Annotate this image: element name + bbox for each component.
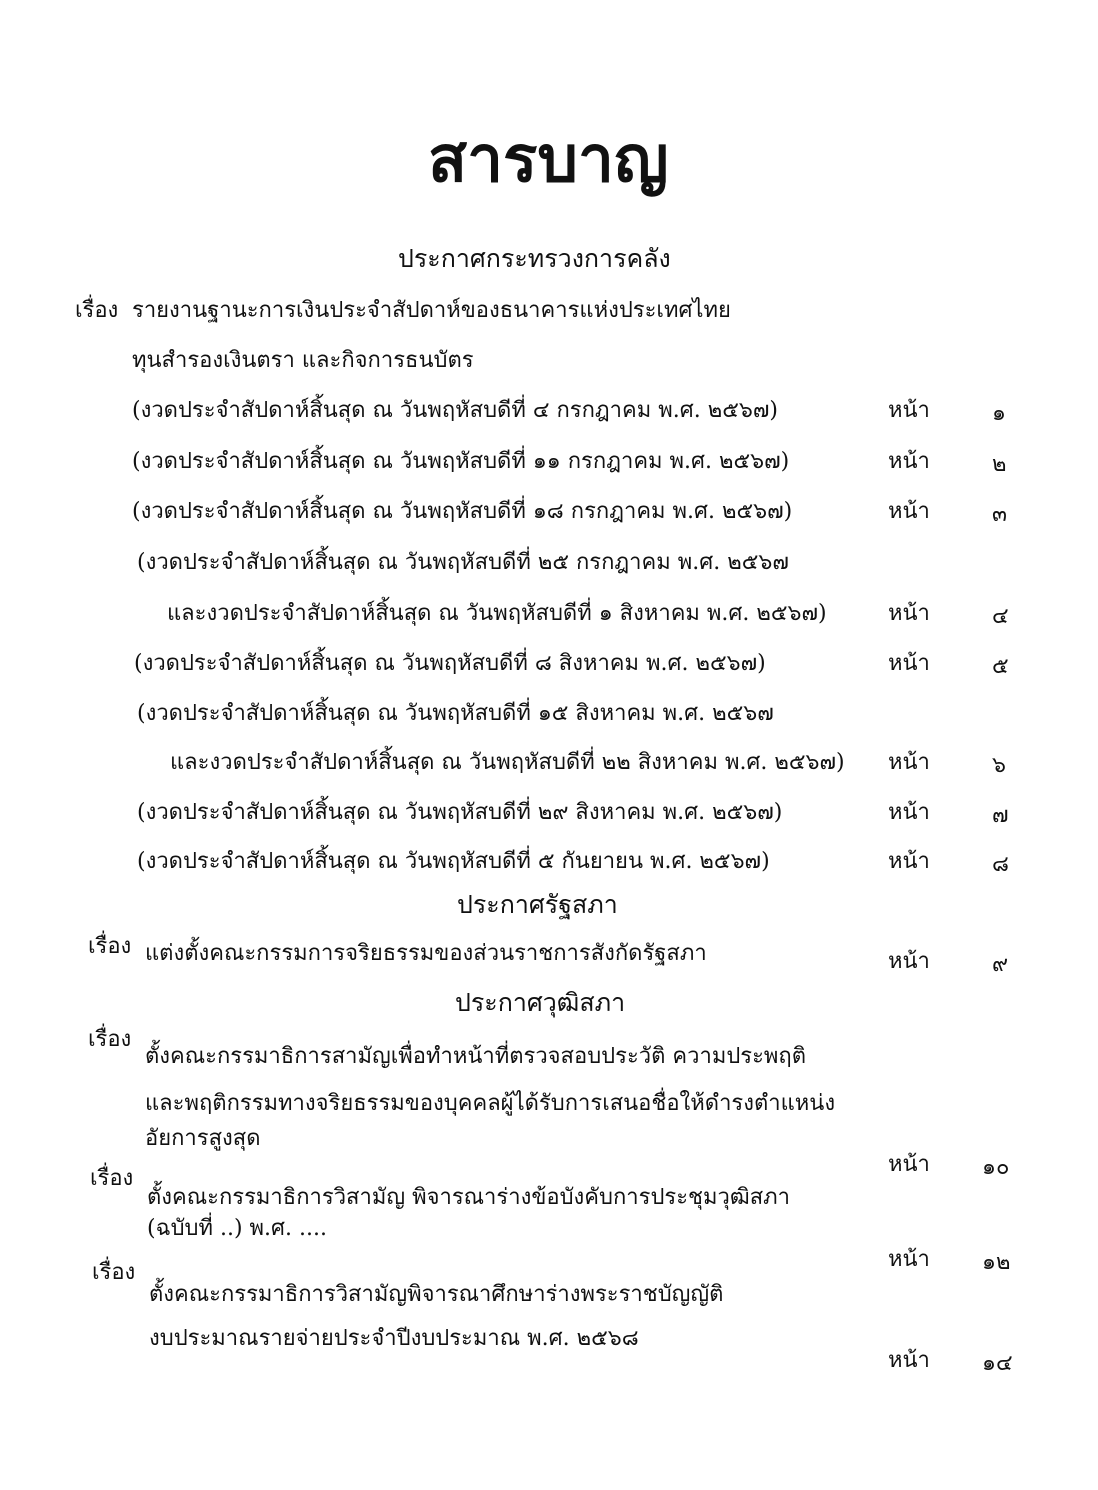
page-number: ๓ — [992, 502, 1008, 527]
page-label: หน้า — [888, 449, 930, 474]
entry-line: และงวดประจำสัปดาห์สิ้นสุด ณ วันพฤหัสบดีที่ ๒๒ สิงหาคม พ.ศ. ๒๕๖๗) — [170, 750, 845, 775]
page-label: หน้า — [888, 1152, 930, 1177]
subject-label: เรื่อง — [90, 1166, 134, 1191]
page-label: หน้า — [888, 499, 930, 524]
page-number: ๖ — [992, 753, 1006, 778]
section-heading: ประกาศรัฐสภา — [457, 890, 618, 919]
subject-line: ทุนสำรองเงินตรา และกิจการธนบัตร — [132, 348, 474, 373]
page-number: ๕ — [992, 654, 1009, 679]
page-number: ๑๐ — [982, 1155, 1010, 1180]
page-number: ๑ — [992, 401, 1006, 426]
page-label: หน้า — [888, 1247, 930, 1272]
entry-line: (งวดประจำสัปดาห์สิ้นสุด ณ วันพฤหัสบดีที่ ๑๑ กรกฎาคม พ.ศ. ๒๕๖๗) — [132, 449, 790, 474]
page-label: หน้า — [888, 849, 930, 874]
entry-line: (งวดประจำสัปดาห์สิ้นสุด ณ วันพฤหัสบดีที่ ๘ สิงหาคม พ.ศ. ๒๕๖๗) — [134, 651, 766, 676]
entry-line: งบประมาณรายจ่ายประจำปีงบประมาณ พ.ศ. ๒๕๖๘ — [149, 1326, 639, 1351]
entry-line: (งวดประจำสัปดาห์สิ้นสุด ณ วันพฤหัสบดีที่ ๑๕ สิงหาคม พ.ศ. ๒๕๖๗ — [137, 701, 774, 726]
subject-label: เรื่อง — [75, 298, 119, 323]
subject-label: เรื่อง — [88, 934, 132, 959]
subject-line: รายงานฐานะการเงินประจำสัปดาห์ของธนาคารแห่งประเทศไทย — [132, 298, 731, 323]
page-number: ๔ — [992, 604, 1009, 629]
entry-line: ตั้งคณะกรรมาธิการวิสามัญพิจารณาศึกษาร่างพระราชบัญญัติ — [149, 1282, 724, 1307]
entry-line: และพฤติกรรมทางจริยธรรมของบุคคลผู้ได้รับการเสนอชื่อให้ดำรงตำแหน่ง — [145, 1091, 836, 1116]
subject-label: เรื่อง — [88, 1027, 132, 1052]
entry-line: ตั้งคณะกรรมาธิการวิสามัญ พิจารณาร่างข้อบังคับการประชุมวุฒิสภา — [147, 1185, 790, 1210]
page-label: หน้า — [888, 651, 930, 676]
page-number: ๑๔ — [982, 1351, 1013, 1376]
page-label: หน้า — [888, 750, 930, 775]
page-label: หน้า — [888, 398, 930, 423]
page-number: ๗ — [992, 803, 1009, 828]
section-heading: ประกาศกระทรวงการคลัง — [398, 244, 671, 273]
entry-line: แต่งตั้งคณะกรรมการจริยธรรมของส่วนราชการสังกัดรัฐสภา — [145, 941, 707, 966]
page-label: หน้า — [888, 800, 930, 825]
page-label: หน้า — [888, 601, 930, 626]
entry-line: (งวดประจำสัปดาห์สิ้นสุด ณ วันพฤหัสบดีที่ ๕ กันยายน พ.ศ. ๒๕๖๗) — [137, 849, 770, 874]
entry-line: (งวดประจำสัปดาห์สิ้นสุด ณ วันพฤหัสบดีที่ ๒๕ กรกฎาคม พ.ศ. ๒๕๖๗ — [137, 550, 789, 575]
page-label: หน้า — [888, 1348, 930, 1373]
entry-line: (งวดประจำสัปดาห์สิ้นสุด ณ วันพฤหัสบดีที่ ๑๘ กรกฎาคม พ.ศ. ๒๕๖๗) — [132, 499, 793, 524]
subject-label: เรื่อง — [92, 1260, 136, 1285]
section-heading: ประกาศวุฒิสภา — [455, 988, 626, 1017]
page-number: ๑๒ — [982, 1250, 1011, 1275]
page-label: หน้า — [888, 949, 930, 974]
page-title: สารบาญ — [428, 122, 669, 197]
entry-line: อัยการสูงสุด — [145, 1126, 261, 1151]
page-number: ๘ — [992, 852, 1009, 877]
entry-line: ตั้งคณะกรรมาธิการสามัญเพื่อทำหน้าที่ตรวจสอบประวัติ ความประพฤติ — [145, 1044, 807, 1069]
entry-line: (งวดประจำสัปดาห์สิ้นสุด ณ วันพฤหัสบดีที่ ๒๙ สิงหาคม พ.ศ. ๒๕๖๗) — [137, 800, 783, 825]
entry-line: (ฉบับที่ ..) พ.ศ. .... — [147, 1216, 327, 1241]
page-number: ๙ — [992, 952, 1009, 977]
entry-line: (งวดประจำสัปดาห์สิ้นสุด ณ วันพฤหัสบดีที่ ๔ กรกฎาคม พ.ศ. ๒๕๖๗) — [132, 398, 778, 423]
page-number: ๒ — [992, 452, 1007, 477]
entry-line: และงวดประจำสัปดาห์สิ้นสุด ณ วันพฤหัสบดีที่ ๑ สิงหาคม พ.ศ. ๒๕๖๗) — [167, 601, 827, 626]
